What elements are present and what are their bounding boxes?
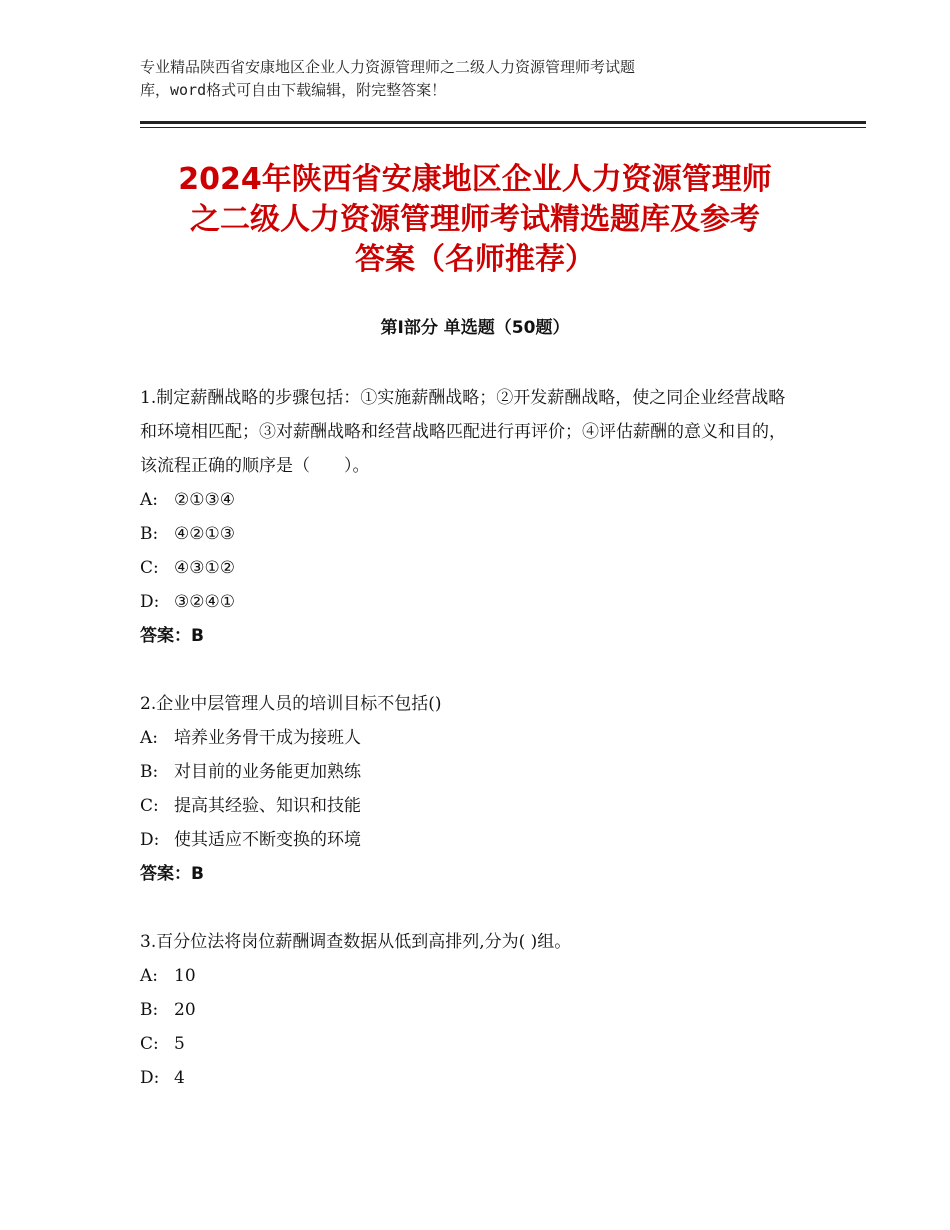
option-a (140, 721, 800, 755)
option-key: C: (140, 796, 159, 816)
question-3 (140, 925, 800, 1095)
option-c (140, 551, 800, 585)
option-c (140, 1027, 800, 1061)
option-key: C: (140, 558, 159, 578)
option-d (140, 585, 800, 619)
header-divider-thick (140, 121, 866, 124)
header-note-line-1: 专业精品陕西省安康地区企业人力资源管理师之二级人力资源管理师考试题 (140, 58, 636, 76)
option-c (140, 789, 800, 823)
option-value: 20 (174, 1000, 196, 1020)
question-text: 1.制定薪酬战略的步骤包括：①实施薪酬战略；②开发薪酬战略，使之同企业经营战略和环境相匹配；③对薪酬战略和经营战略匹配进行再评价；④评估薪酬的意义和目的，该流程正确的顺序是（ ）。 (140, 388, 786, 476)
question-2 (140, 687, 800, 891)
option-value: 5 (174, 1034, 185, 1054)
option-key: D: (140, 830, 160, 850)
option-value: 对目前的业务能更加熟练 (174, 762, 361, 782)
option-b (140, 517, 800, 551)
option-value: ④②①③ (174, 524, 235, 544)
document-title (100, 160, 850, 280)
option-key: A: (140, 728, 159, 748)
option-d (140, 823, 800, 857)
option-value: ②①③④ (174, 490, 235, 510)
option-a (140, 483, 800, 517)
option-value: 4 (174, 1068, 185, 1088)
header-note (140, 56, 780, 102)
question-1 (140, 381, 800, 653)
document-title-line-2: 之二级人力资源管理师考试精选题库及参考 (190, 202, 760, 237)
option-key: D: (140, 592, 160, 612)
section-title: 第Ⅰ部分 单选题（50题） (380, 318, 570, 338)
answer-label: 答案：B (140, 864, 204, 884)
option-value: 提高其经验、知识和技能 (174, 796, 361, 816)
question-text: 2.企业中层管理人员的培训目标不包括() (140, 694, 442, 714)
document-title-line-3: 答案（名师推荐） (355, 242, 595, 277)
option-b (140, 755, 800, 789)
option-key: D: (140, 1068, 160, 1088)
header-note-line-2: 库，word格式可自由下载编辑，附完整答案！ (140, 81, 447, 99)
option-key: B: (140, 524, 159, 544)
option-value: 培养业务骨干成为接班人 (174, 728, 361, 748)
header-divider-thin (140, 127, 866, 128)
option-value: 使其适应不断变换的环境 (174, 830, 361, 850)
option-value: 10 (174, 966, 196, 986)
option-a (140, 959, 800, 993)
option-b (140, 993, 800, 1027)
document-title-line-1: 2024年陕西省安康地区企业人力资源管理师 (178, 162, 772, 197)
option-key: C: (140, 1034, 159, 1054)
option-d (140, 1061, 800, 1095)
answer-label: 答案：B (140, 626, 204, 646)
option-key: A: (140, 966, 159, 986)
option-key: A: (140, 490, 159, 510)
option-value: ③②④① (174, 592, 235, 612)
question-text: 3.百分位法将岗位薪酬调查数据从低到高排列,分为( )组。 (140, 932, 572, 952)
option-key: B: (140, 762, 159, 782)
option-key: B: (140, 1000, 159, 1020)
option-value: ④③①② (174, 558, 235, 578)
